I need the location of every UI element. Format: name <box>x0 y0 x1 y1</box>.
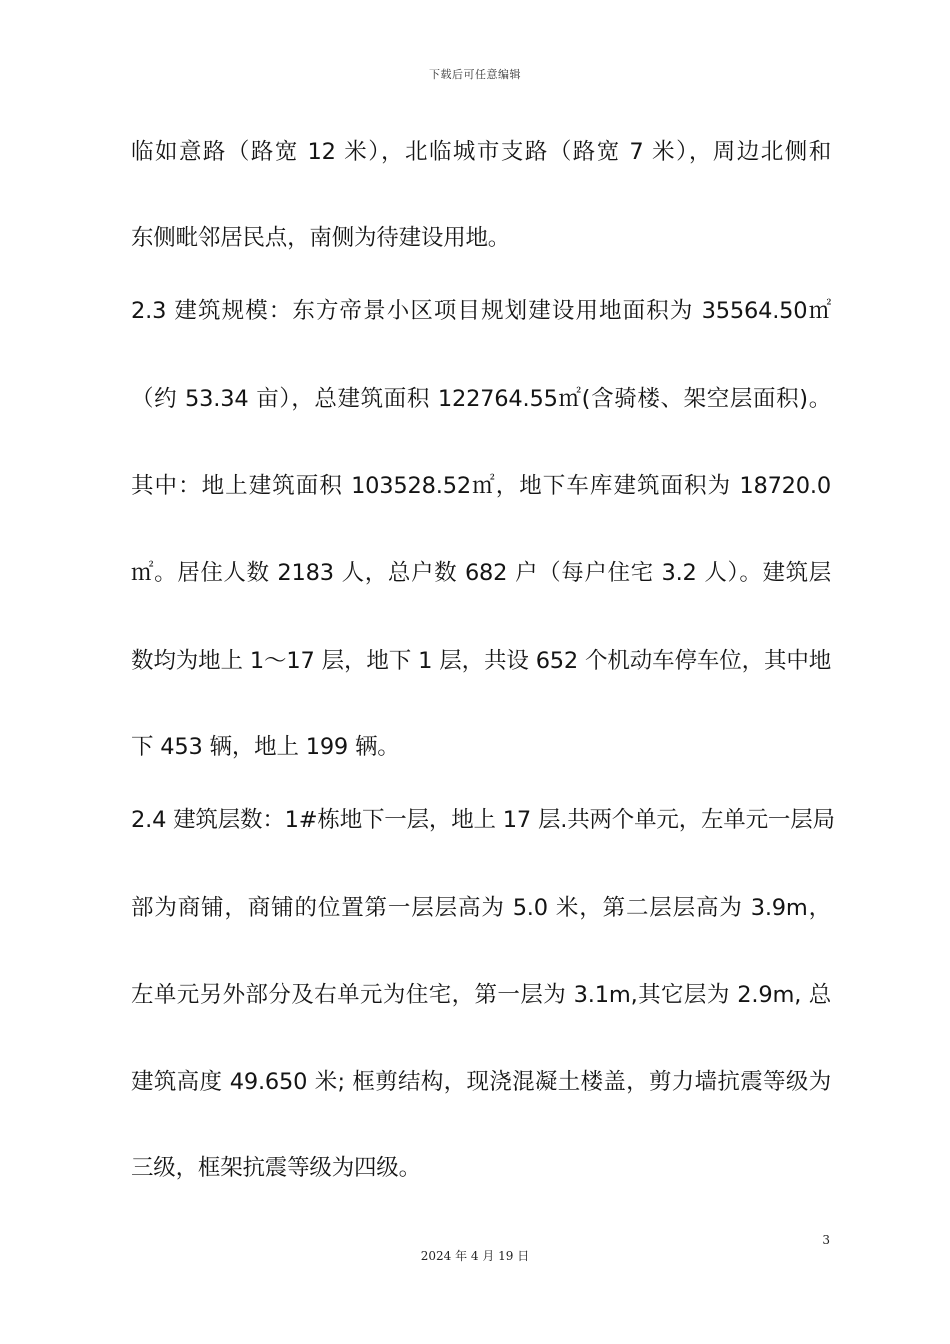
page-header: 下载后可任意编辑 <box>429 68 521 81</box>
body-line-10: 部为商铺，商铺的位置第一层层高为 5.0 米，第二层层高为 3.9m， <box>131 895 831 921</box>
body-line-7: 数均为地上 1～17 层，地下 1 层，共设 652 个机动车停车位，其中地 <box>131 648 831 674</box>
page-footer-date: 2024 年 4 月 19 日 <box>420 1249 530 1263</box>
body-line-4: （约 53.34 亩），总建筑面积 122764.55㎡(含骑楼、架空层面积)。 <box>131 386 831 412</box>
page-number: 3 <box>822 1233 830 1247</box>
body-line-12: 建筑高度 49.650 米; 框剪结构，现浇混凝土楼盖，剪力墙抗震等级为 <box>131 1069 831 1095</box>
body-line-3: 2.3 建筑规模：东方帝景小区项目规划建设用地面积为 35564.50㎡ <box>131 298 831 324</box>
body-line-9: 2.4 建筑层数：1#栋地下一层，地上 17 层.共两个单元，左单元一层局 <box>131 807 835 833</box>
body-line-6: ㎡。居住人数 2183 人，总户数 682 户（每户住宅 3.2 人）。建筑层 <box>131 560 831 586</box>
body-line-5: 其中：地上建筑面积 103528.52㎡，地下车库建筑面积为 18720.0 <box>131 473 831 499</box>
body-line-1: 临如意路（路宽 12 米），北临城市支路（路宽 7 米），周边北侧和 <box>131 139 831 165</box>
body-line-11: 左单元另外部分及右单元为住宅，第一层为 3.1m,其它层为 2.9m, 总 <box>131 982 831 1008</box>
body-line-8: 下 453 辆，地上 199 辆。 <box>131 734 400 760</box>
body-line-13: 三级，框架抗震等级为四级。 <box>131 1155 421 1181</box>
body-line-2: 东侧毗邻居民点，南侧为待建设用地。 <box>131 225 511 251</box>
